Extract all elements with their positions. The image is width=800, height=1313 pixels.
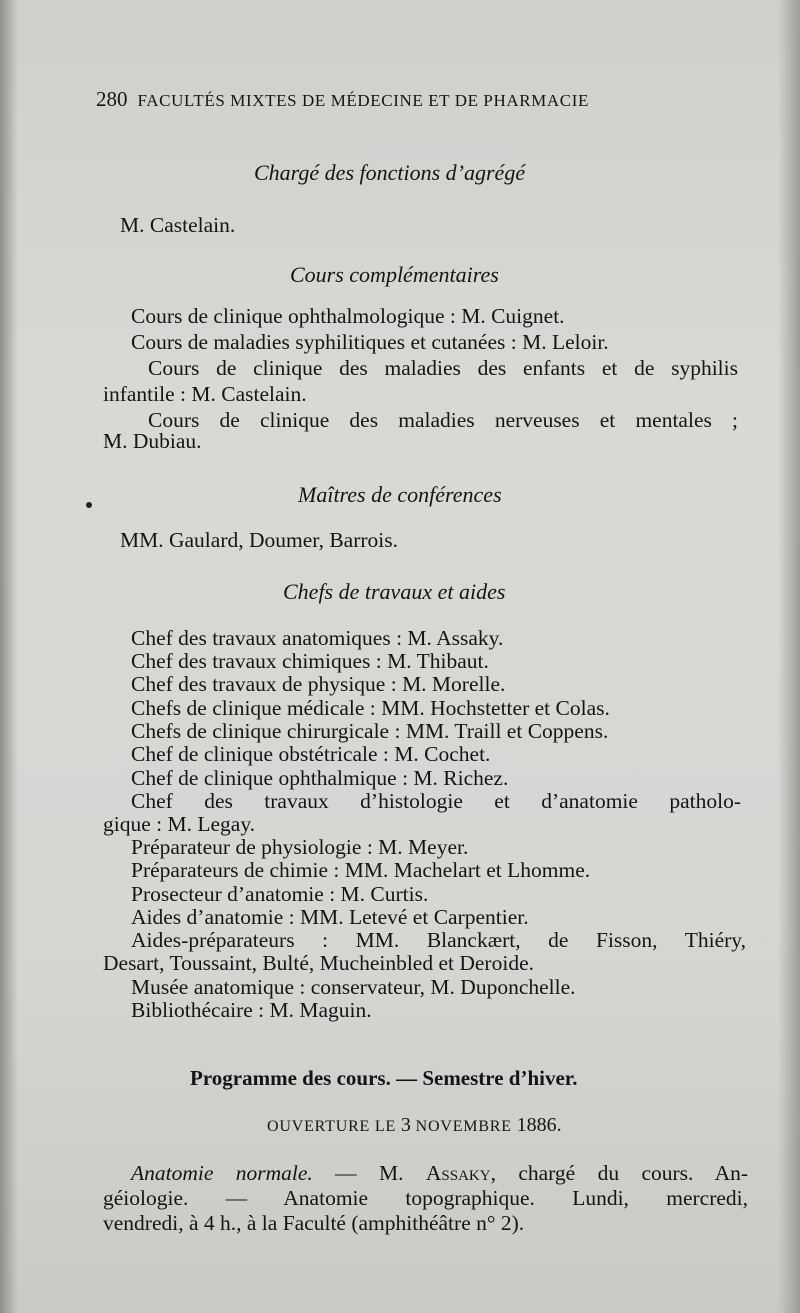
- cours-line: M. Dubiau.: [103, 429, 202, 453]
- opening-date: [267, 1112, 562, 1140]
- chefs-line: Chefs de clinique médicale : MM. Hochstetter et Colas.: [131, 696, 610, 720]
- cours-line: Cours de clinique ophthalmologique : M. Cuignet.: [131, 304, 565, 328]
- chefs-line: Chef des travaux d’histologie et d’anatomie patholo-: [131, 789, 741, 813]
- page-number: 280: [96, 87, 128, 111]
- chefs-line: gique : M. Legay.: [103, 812, 256, 836]
- cours-line: Cours de clinique des maladies des enfants et de syphilis: [148, 356, 738, 380]
- anatomie-line-1: [131, 1160, 748, 1186]
- chefs-line: Aides d’anatomie : MM. Letevé et Carpentier.: [131, 905, 529, 929]
- chefs-line: Prosecteur d’anatomie : M. Curtis.: [131, 882, 429, 906]
- chefs-line: Bibliothécaire : M. Maguin.: [131, 998, 372, 1022]
- maitres-names: MM. Gaulard, Doumer, Barrois.: [120, 528, 398, 552]
- chefs-line: Chef des travaux anatomiques : M. Assaky.: [131, 626, 504, 650]
- right-page-shadow: [778, 0, 800, 1313]
- chefs-line: Préparateurs de chimie : MM. Machelart et Lhomme.: [131, 858, 591, 882]
- chefs-line: Musée anatomique : conservateur, M. Duponchelle.: [131, 975, 576, 999]
- opening-month: NOVEMBRE: [410, 1118, 517, 1135]
- cours-line: Cours de clinique des maladies nerveuses et mentales ;: [148, 408, 738, 432]
- dash-text: — M.: [312, 1161, 426, 1185]
- running-title: FACULTÉS MIXTES DE MÉDECINE ET DE PHARMACIE: [137, 91, 589, 110]
- section-heading-chefs: Chefs de travaux et aides: [283, 579, 506, 604]
- chefs-line: Desart, Toussaint, Bulté, Mucheinbled et Deroide.: [103, 951, 534, 975]
- opening-year: 1886.: [516, 1114, 562, 1136]
- chefs-line: Chef des travaux de physique : M. Morelle.: [131, 672, 506, 696]
- chefs-line: Chef de clinique ophthalmique : M. Richez.: [131, 766, 509, 790]
- opening-day: 3: [400, 1114, 411, 1136]
- chefs-line: Aides-préparateurs : MM. Blanckært, de Fisson, Thiéry,: [131, 928, 746, 952]
- opening-prefix: OUVERTURE LE: [267, 1118, 401, 1135]
- anatomie-line-3: vendredi, à 4 h., à la Faculté (amphithéâtre n° 2).: [103, 1211, 525, 1235]
- section-heading-cours-complementaires: Cours complémentaires: [290, 262, 499, 287]
- cours-line: Cours de maladies syphilitiques et cutanées : M. Leloir.: [131, 330, 609, 354]
- chefs-line: Chefs de clinique chirurgicale : MM. Traill et Coppens.: [131, 719, 609, 743]
- anatomie-line-1-rest: , chargé du cours. An-: [490, 1161, 748, 1185]
- course-professor: Assaky: [425, 1161, 491, 1185]
- anatomie-line-2: géiologie. — Anatomie topographique. Lundi, mercredi,: [103, 1186, 748, 1210]
- agrege-name: M. Castelain.: [120, 213, 236, 237]
- left-page-shadow: [0, 0, 18, 1313]
- margin-ink-dot: [86, 502, 92, 508]
- section-heading-maitres: Maîtres de conférences: [298, 482, 502, 507]
- cours-line: infantile : M. Castelain.: [103, 382, 307, 406]
- chefs-line: Préparateur de physiologie : M. Meyer.: [131, 835, 469, 859]
- programme-title: Programme des cours. — Semestre d’hiver.: [190, 1066, 578, 1090]
- running-header: [96, 86, 589, 114]
- section-heading-agrege: Chargé des fonctions d’agrégé: [254, 160, 526, 185]
- chefs-line: Chef de clinique obstétricale : M. Cochet.: [131, 742, 491, 766]
- chefs-line: Chef des travaux chimiques : M. Thibaut.: [131, 649, 489, 673]
- course-subject: Anatomie normale.: [131, 1161, 313, 1185]
